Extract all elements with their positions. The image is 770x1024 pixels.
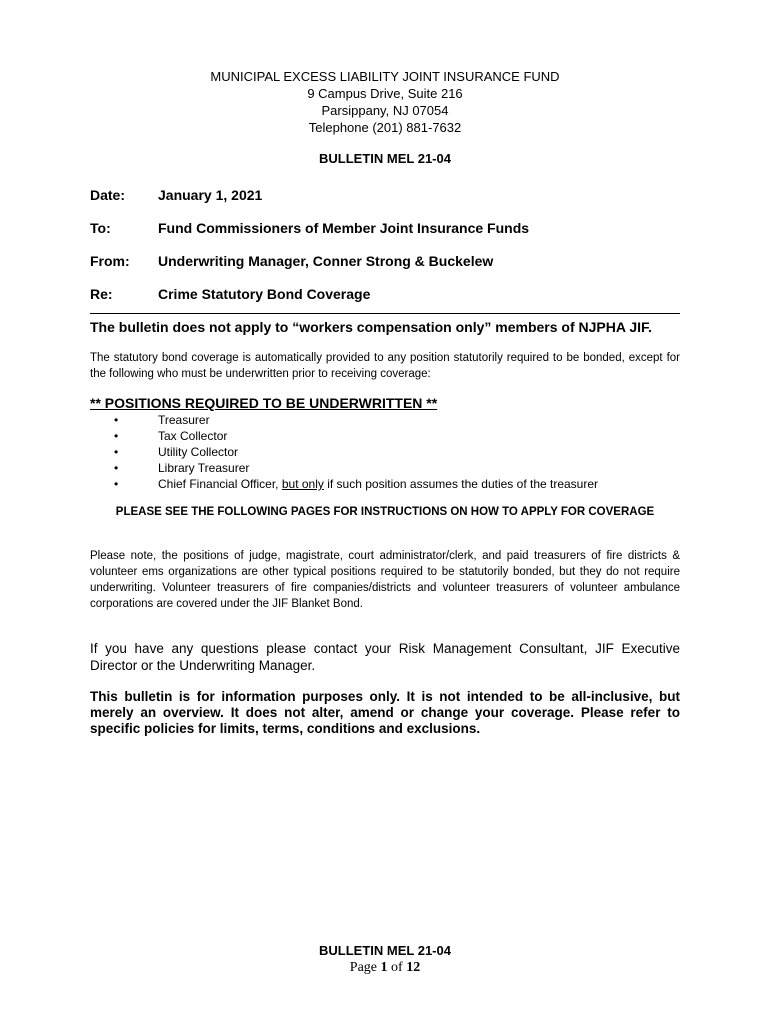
list-item [110,476,598,492]
list-item [110,444,598,460]
page-total: 12 [406,960,421,975]
intro-paragraph: The statutory bond coverage is automatically provided to any position statutorily required to be bonded, except for the following who must be underwritten prior to receiving coverage: [90,352,680,380]
disclaimer-paragraph: This bulletin is for information purposes only. It is not intended to be all-inclusive, but merely an overview. It does not alter, amend or change your coverage. Please refer to specific policies for limits, terms, conditions and exclusions. [90,689,680,736]
memo-from-value: Underwriting Manager, Conner Strong & Buckelew [158,253,494,269]
divider-rule [90,313,680,314]
page-number [0,960,770,976]
positions-heading: ** POSITIONS REQUIRED TO BE UNDERWRITTEN ** [90,395,438,411]
position-library-treasurer: Library Treasurer [158,461,250,475]
address-line-1: 9 Campus Drive, Suite 216 [307,86,463,101]
memo-re-label: Re: [90,286,113,302]
telephone: Telephone (201) 881-7632 [308,120,462,135]
list-item [110,428,598,444]
please-see-instructions: PLEASE SEE THE FOLLOWING PAGES FOR INSTRUCTIONS ON HOW TO APPLY FOR COVERAGE [115,506,655,518]
list-item [110,460,598,476]
position-cfo-pre: Chief Financial Officer, [158,477,282,491]
notice-line: The bulletin does not apply to “workers compensation only” members of NJPHA JIF. [90,319,652,335]
positions-list [110,412,598,492]
address-line-2: Parsippany, NJ 07054 [321,103,449,118]
position-utility-collector: Utility Collector [158,445,239,459]
memo-date-value: January 1, 2021 [158,187,263,203]
memo-re-value: Crime Statutory Bond Coverage [158,286,371,302]
note-paragraph: Please note, the positions of judge, magistrate, court administrator/clerk, and paid treasurers of fire districts & volunteer ems organizations are other typical positions required to be statutorily bonded, but they do not require underwriting. Volunteer treasurers of fire companies/districts and volunteer treasurers of volunteer ambulance corporations are covered under the JIF Blanket Bond. [90,550,680,610]
of-word: of [387,960,407,975]
bulletin-title: BULLETIN MEL 21-04 [319,151,451,166]
position-tax-collector: Tax Collector [158,429,228,443]
memo-to-value: Fund Commissioners of Member Joint Insurance Funds [158,220,530,236]
page-word: Page [349,960,381,975]
footer-bulletin-title: BULLETIN MEL 21-04 [319,943,451,958]
list-item [110,412,598,428]
org-name: MUNICIPAL EXCESS LIABILITY JOINT INSURANCE FUND [210,69,560,84]
page-current: 1 [380,960,388,975]
questions-paragraph: If you have any questions please contact your Risk Management Consultant, JIF Executive Director or the Underwriting Manager. [90,641,680,673]
memo-from-label: From: [90,253,130,269]
position-cfo-underline: but only [281,477,324,491]
memo-to-label: To: [90,220,111,236]
position-treasurer: Treasurer [158,413,210,427]
memo-date-label: Date: [90,187,126,203]
position-cfo-post: if such position assumes the duties of the treasurer [323,477,599,491]
